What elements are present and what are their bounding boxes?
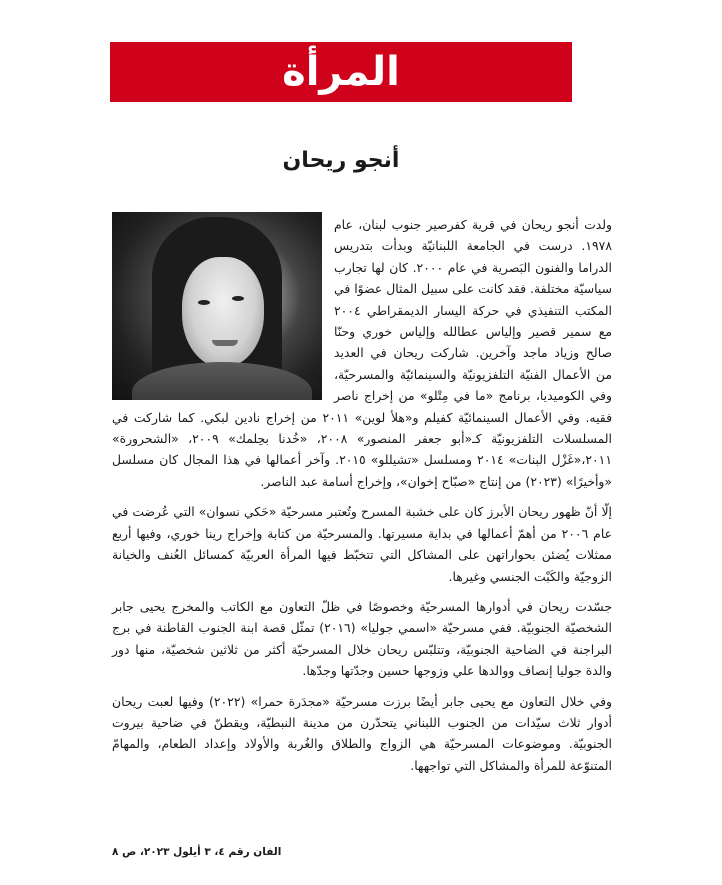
article-paragraph-1: ولدت أنجو ريحان في قرية كفرصير جنوب لبنان، عام ١٩٧٨. درست في الجامعة اللبنانيّة وبدأت بتدريس الدراما والفنون البَصرية في عام ٢٠٠٠. كان لها تجارب سياسيّة مختلفة. فقد كانت على سبيل المثال عضوًا في المكتب التنفيذي في حركة اليسار الديمقراطي ٢٠٠٤ مع سمير قصير وإلياس عطالله وإلياس خوري وحنّا صالح وزياد ماجد وآخرين. شاركت ريحان في العديد من الأعمال الفنيّة التلفزيونيّة والسينمائيّة والمسرحيّة، وفي الكوميديا، برنامج «ما في مِتْلو» من إخراج ناصر فقيه. وفي الأعمال السينمائيّة كفيلم و«هلأ لوين» ٢٠١١ من إخراج نادين لبكي. كما شاركت في المسلسلات التلفزيونيّة كـ«أبو جعفر المنصور» ٢٠٠٨، «خُدنا بحِلمك» ٢٠٠٩، «الشحرورة» ٢٠١١،«غَزْل البنات» ٢٠١٤ ومسلسل «تشيللو» ٢٠١٥. وآخر أعمالها في هذا المجال كان مسلسل «وأخيرًا» (٢٠٢٣) من إنتاج «صبّاح إخوان»، وإخراج أسامة عبد الناصر. xyxy=(112,217,612,489)
footer-citation: الفان رقم ٤، ٣ أيلول ٢٠٢٣، ص ٨ xyxy=(112,846,282,858)
article-paragraph-4: وفي خلال التعاون مع يحيى جابر أيضًا برزت مسرحيّة «مجدَرة حمرا» (٢٠٢٢) وفيها لعبت ريحان أدوار ثلاث سيّدات من الجنوب اللبناني يتحدّرن من مدينة النبطيّة، ويقطنّ في ضاحية بيروت الجنوبيّة. وموضوعات المسرحيّة هي الزواج والطلاق والغُربة والأولاد وإعداد الطعام، والمهامّ المتنوّعة للمرأة والمشاكل التي تواجهها. xyxy=(112,693,613,773)
author-name: أنجو ريحان xyxy=(282,148,400,173)
section-banner xyxy=(110,42,572,102)
article-paragraph-2: إلّا أنّ ظهور ريحان الأبرز كان على خشبة المسرح وتُعتبر مسرحيّة «حَكي نسوان» التي عُرضت في عام ٢٠٠٦ من أهمّ أعمالها في بداية مسيرتها. والمسرحيّة من كتابة وإخراج رينا خوري، وفيها أربع ممثلات يُضئن بحواراتهن على المشاكل التي تتخبّط فيها المرأة العربيّة كمسائل العُنف والخيانة الزوجيّة والكَبْت الجنسي وغيرها. xyxy=(112,504,612,584)
section-title: المرأة xyxy=(282,49,400,95)
article-body xyxy=(112,214,612,785)
photo-spacer xyxy=(112,214,334,404)
article-paragraph-3: جسّدت ريحان في أدوارها المسرحيّة وخصوصًا في ظلّ التعاون مع الكاتب والمخرج يحيى جابر الشخصيّة الجنوبيّة. ففي مسرحيّة «اسمي جوليا» (٢٠١٦) تمثّل قصة ابنة الجنوب القاطنة في برج البراجنة في الضاحية الجنوبيّة، وتتلبّس ريحان خلال المسرحيّة أكثر من ثلاثين شخصيّة، منها دور والدة جوليا إنصاف ووالدها علي وزوجها حسين وجدّتها وجدّها. xyxy=(112,598,612,679)
